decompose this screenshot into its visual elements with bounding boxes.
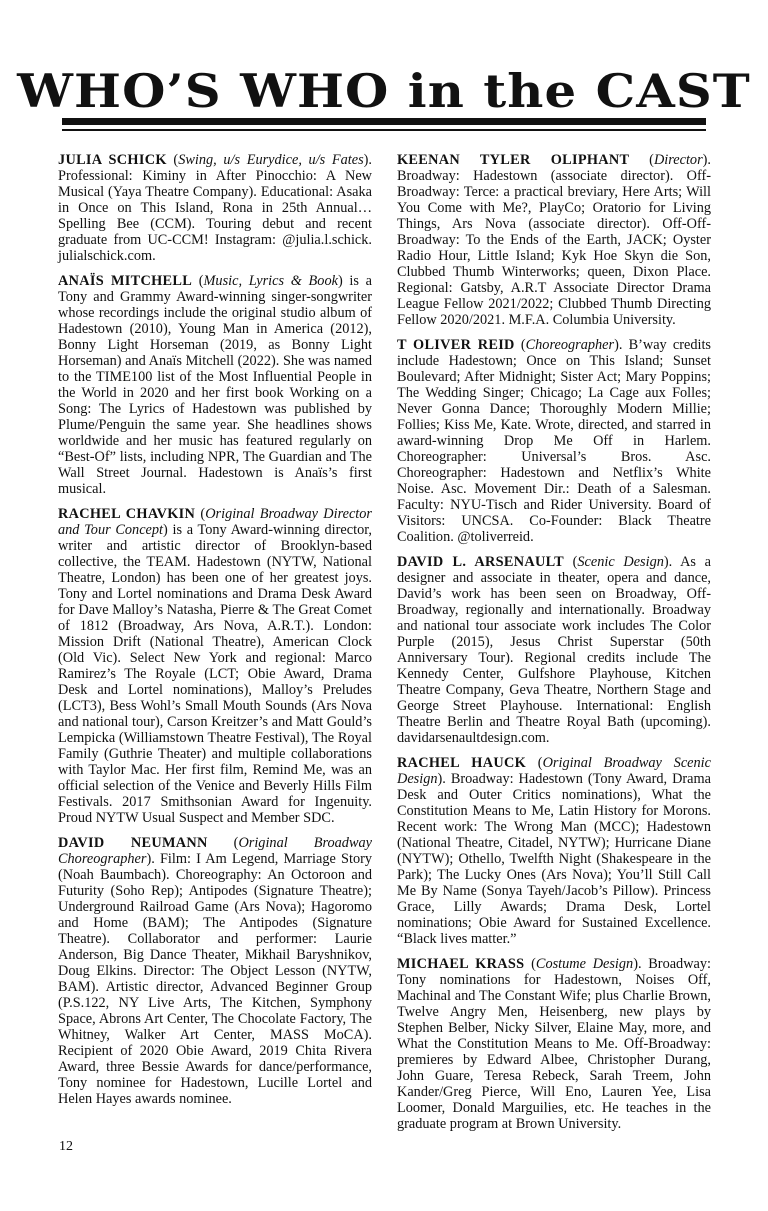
bio-name: ANAÏS MITCHELL (58, 273, 193, 289)
bio-text: Broadway: Hadestown (associate director). Off-Broadway: Terce: a practical breviary, Here Arts; Will You Come with Me?, PlayCo; Oratorio for Living Things, Ars Nova (associate director). Off-Off-Broadway: To the Ends of the Earth, JACK; Oyster Radio Hour, Little Island; Kyk Hoe Skyn die Son, Clubbed Thumb Winterworks; queen, Dixon Place. Regional: Gatsby, A.R.T Associate Director Drama League Fellow 2021/2022; Clubbed Thumb Directing Fellow 2020/2021. M.F.A. Columbia University. (397, 168, 711, 328)
bio-name: MICHAEL KRASS (397, 956, 525, 972)
bio-text: is a Tony Award-winning director, writer and artistic director of Brooklyn-based collective, the TEAM. Hadestown (NYTW, National Theatre, London) has been one of her greatest joys. Tony and Lortel nominations and Drama Desk Award for Dave Malloy’s Natasha, Pierre & The Great Comet of 1812 (Broadway, Ars Nova, A.R.T.). London: Mission Drift (National Theatre), American Clock (Old Vic). Select New York and regional: Marco Ramirez’s The Royale (LCT; Obie Award, Drama Desk and Lortel nominations), Malloy’s Preludes (LCT3), Bess Wohl’s Small Mouth Sounds (Ars Nova and national tour), Carson Kreitzer’s and Matt Gould’s Lempicka (Williamstown Theatre Festival), The Royal Family (Guthrie Theater) and multiple collaborations with Taylor Mac. Her first film, Remind Me, was an official selection of the Venice and Beverly Hills Film Festivals. 2017 Smithsonian Award for Ingenuity. Proud NYTW Usual Suspect and Member SDC. (58, 522, 372, 826)
bio-text: Broadway: Tony nominations for Hadestown, Noises Off, Machinal and The Constant Wife; plus Charlie Brown, Twelve Angry Men, Heisenberg, new plays by Stephen Belber, Nicky Silver, Elaine May, more, and What the Constitution Means to Me. Off-Broadway: premieres by Edward Albee, Christopher Durang, John Guare, Teresa Rebeck, Sarah Treem, John Kander/Greg Pierce, Will Eno, Lauren Yee, Lisa Loomer, Donald Marguilies, etc. He teaches in the graduate program at Brown University. (397, 956, 711, 1132)
title-thick-rule (62, 118, 706, 125)
bio-entry: DAVID NEUMANN (Original Broadway Choreographer). Film: I Am Legend, Marriage Story (Noah Baumbach). Choreography: An Octoroon and Futurity (Soho Rep); Antipodes (Signature Theatre); Underground Railroad Game (Ars Nova); Hagoromo and Home (BAM); The Antipodes (Signature Theatre). Collaborator and performer: Laurie Anderson, Big Dance Theater, Mikhail Baryshnikov, Doug Elkins. Director: The Object Lesson (NYTW, BAM). Artistic director, Advanced Beginner Group (P.S.122, NY Live Arts, The Kitchen, Symphony Space, Abrons Art Center, The Chocolate Factory, The Whitney, Walker Art Center, MASS MoCA). Recipient of 2020 Obie Award, 2019 Chita Rivera Award, three Bessie Awards for dance/performance, Tony nominee for Hadestown, Lucille Lortel and Helen Hayes awards nominee. (58, 835, 373, 1107)
bio-text: Film: I Am Legend, Marriage Story (Noah Baumbach). Choreography: An Octoroon and Futurity (Soho Rep); Antipodes (Signature Theatre); Underground Railroad Game (Ars Nova); Hagoromo and Home (BAM); The Antipodes (Signature Theatre). Collaborator and performer: Laurie Anderson, Big Dance Theater, Mikhail Baryshnikov, Doug Elkins. Director: The Object Lesson (NYTW, BAM). Artistic director, Advanced Beginner Group (P.S.122, NY Live Arts, The Kitchen, Symphony Space, Abrons Art Center, The Chocolate Factory, The Whitney, Walker Art Center, MASS MoCA). Recipient of 2020 Obie Award, 2019 Chita Rivera Award, three Bessie Awards for dance/performance, Tony nominee for Hadestown, Lucille Lortel and Helen Hayes awards nominee. (58, 851, 373, 1107)
bio-entry: RACHEL CHAVKIN (Original Broadway Director and Tour Concept) is a Tony Award-winning director, writer and artistic director of Brooklyn-based collective, the TEAM. Hadestown (NYTW, National Theatre, London) has been one of her greatest joys. Tony and Lortel nominations and Drama Desk Award for Dave Malloy’s Natasha, Pierre & The Great Comet of 1812 (Broadway, Ars Nova, A.R.T.). London: Mission Drift (National Theatre), American Clock (Old Vic). Select New York and regional: Marco Ramirez’s The Royale (LCT; Obie Award, Drama Desk and Lortel nominations), Malloy’s Preludes (LCT3), Bess Wohl’s Small Mouth Sounds (Ars Nova and national tour), Carson Kreitzer’s and Matt Gould’s Lempicka (Williamstown Theatre Festival), The Royal Family (Guthrie Theater) and multiple collaborations with Taylor Mac. Her first film, Remind Me, was an official selection of the Venice and Beverly Hills Film Festivals. 2017 Smithsonian Award for Ingenuity. Proud NYTW Usual Suspect and Member SDC. (58, 506, 372, 826)
bio-role: Music, Lyrics & Book (203, 273, 338, 289)
bio-name: DAVID L. ARSENAULT (397, 554, 564, 570)
page-number: 12 (59, 1139, 73, 1154)
bio-role: Choreographer (525, 337, 615, 353)
page-title: WHO’S WHO in the CAST (17, 64, 751, 118)
bio-entry: DAVID L. ARSENAULT (Scenic Design). As a designer and associate in theater, opera and dance, David’s work has been seen on Broadway, Off-Broadway, regionally and internationally. Broadway and national tour associate work includes The Color Purple (2015), Jesus Christ Superstar (50th Anniversary Tour). Regional credits include The Kennedy Center, Gulfshore Playhouse, Kitchen Theatre Company, Geva Theatre, Northern Stage and George Street Playhouse. International: English Theatre Berlin and Theatre Royal Bath (upcoming). davidarsenaultdesign.com. (397, 554, 711, 746)
left-column (58, 152, 372, 1116)
bio-name: RACHEL HAUCK (397, 755, 526, 771)
bio-entry: KEENAN TYLER OLIPHANT (Director). Broadway: Hadestown (associate director). Off-Broadway: Terce: a practical breviary, Here Arts; Will You Come with Me?, PlayCo; Oratorio for Living Things, Ars Nova (associate director). Off-Off-Broadway: To the Ends of the Earth, JACK; Oyster Radio Hour, Little Island; Kyk Hoe Skyn die Son, Clubbed Thumb Winterworks; queen, Dixon Place. Regional: Gatsby, A.R.T Associate Director Drama League Fellow 2021/2022; Clubbed Thumb Directing Fellow 2020/2021. M.F.A. Columbia University. (397, 152, 711, 328)
bio-name: KEENAN TYLER OLIPHANT (397, 152, 630, 168)
bio-role: Costume Design (535, 956, 634, 972)
title-thin-rule (62, 129, 706, 131)
bio-text: B’way credits include Hadestown; Once on This Island; Sunset Boulevard; After Midnight; Sister Act; Mary Poppins; The Wedding Singer; Chicago; La Cage aux Folles; Never Gonna Dance; Thoroughly Modern Millie; Follies; Kiss Me, Kate. Wrote, directed, and starred in award-winning Drop Me Off in Harlem. Choreographer: Universal’s Bros. Asc. Choreographer: Hadestown and Netflix’s White Noise. Asc. Movement Dir.: Death of a Salesman. Faculty: NYU-Tisch and Rider University. Board of Visitors: UNCSA. Co-Founder: Black Theatre Coalition. @toliverreid. (397, 337, 711, 545)
bio-role: Original Broadway Scenic Design (397, 755, 711, 787)
bio-text: Professional: Kiminy in After Pinocchio: A New Musical (Yaya Theatre Company). Educational: Asaka in Once on This Island, Rona in 25th Annual…Spelling Bee (CCM). Touring debut and recent graduate from UC-CCM! Instagram: @julia.l.schick. julialschick.com. (58, 168, 372, 264)
bio-entry: ANAÏS MITCHELL (Music, Lyrics & Book) is a Tony and Grammy Award-winning singer-songwriter whose recordings include the original studio album of Hadestown (2010), Young Man in America (2012), Bonny Light Horseman (2019, as Bonny Light Horseman) and Anaïs Mitchell (2022). She was named to the TIME100 list of the Most Influential People in the World in 2020 and her first book Working on a Song: The Lyrics of Hadestown was published by Plume/Penguin the same year. She headlines shows worldwide and her music has featured regularly on “Best-Of” lists, including NPR, The Guardian and The Wall Street Journal. Hadestown is Anaïs’s first musical. (58, 273, 372, 497)
bio-name: T OLIVER REID (397, 337, 515, 353)
bio-text: Broadway: Hadestown (Tony Award, Drama Desk and Outer Critics nominations), What the Constitution Means to Me, Latin History for Morons. Recent work: The Wrong Man (MCC); Hadestown (National Theatre, Citadel, NYTW); Hurricane Diane (NYTW); Othello, Twelfth Night (Shakespeare in the Park); The Lucky Ones (Ars Nova); You’ll Still Call Me By Name (Sonya Tayeh/Jacob’s Pillow). Princess Grace, Lilly Awards; Drama Desk, Lortel nominations; Obie Award for Sustained Excellence. “Black lives matter.” (397, 771, 711, 947)
bio-role: Original Broadway Choreographer (58, 835, 372, 867)
bio-text: is a Tony and Grammy Award-winning singer-songwriter whose recordings include the original studio album of Hadestown (2010), Young Man in America (2012), Bonny Light Horseman (2019, as Bonny Light Horseman) and Anaïs Mitchell (2022). She was named to the TIME100 list of the Most Influential People in the World in 2020 and her first book Working on a Song: The Lyrics of Hadestown was published by Plume/Penguin the same year. She headlines shows worldwide and her music has featured regularly on “Best-Of” lists, including NPR, The Guardian and The Wall Street Journal. Hadestown is Anaïs’s first musical. (58, 273, 372, 497)
bio-role: Scenic Design (577, 554, 664, 570)
bio-entry: RACHEL HAUCK (Original Broadway Scenic Design). Broadway: Hadestown (Tony Award, Drama Desk and Outer Critics nominations), What the Constitution Means to Me, Latin History for Morons. Recent work: The Wrong Man (MCC); Hadestown (National Theatre, Citadel, NYTW); Hurricane Diane (NYTW); Othello, Twelfth Night (Shakespeare in the Park); The Lucky Ones (Ars Nova); You’ll Still Call Me By Name (Sonya Tayeh/Jacob’s Pillow). Princess Grace, Lilly Awards; Drama Desk, Lortel nominations; Obie Award for Sustained Excellence. “Black lives matter.” (397, 755, 711, 947)
bio-role: Original Broadway Director and Tour Concept (58, 506, 372, 538)
bio-role: Director (653, 152, 703, 168)
bio-entry: MICHAEL KRASS (Costume Design). Broadway: Tony nominations for Hadestown, Noises Off, Machinal and The Constant Wife; plus Charlie Brown, Twelve Angry Men, Heisenberg, new plays by Stephen Belber, Nicky Silver, Elaine May, more, and What the Constitution Means to Me. Off-Broadway: premieres by Edward Albee, Christopher Durang, John Guare, Teresa Rebeck, Sarah Treem, John Kander/Greg Pierce, Will Eno, Lauren Yee, Lisa Loomer, Donald Marguilies, etc. He teaches in the graduate program at Brown University. (397, 956, 711, 1132)
bio-entry: JULIA SCHICK (Swing, u/s Eurydice, u/s Fates). Professional: Kiminy in After Pinocchio: A New Musical (Yaya Theatre Company). Educational: Asaka in Once on This Island, Rona in 25th Annual…Spelling Bee (CCM). Touring debut and recent graduate from UC-CCM! Instagram: @julia.l.schick. julialschick.com. (58, 152, 372, 264)
right-column (397, 152, 711, 1141)
bio-role: Swing, u/s Eurydice, u/s Fates (178, 152, 364, 168)
bio-name: DAVID NEUMANN (58, 835, 208, 851)
bio-name: JULIA SCHICK (58, 152, 167, 168)
bio-text: As a designer and associate in theater, opera and dance, David’s work has been seen on Broadway, Off-Broadway, regionally and internationally. Broadway and national tour associate work includes The Color Purple (2015), Jesus Christ Superstar (50th Anniversary Tour). Regional credits include The Kennedy Center, Gulfshore Playhouse, Kitchen Theatre Company, Geva Theatre, Northern Stage and George Street Playhouse. International: English Theatre Berlin and Theatre Royal Bath (upcoming). davidarsenaultdesign.com. (397, 554, 711, 746)
bio-name: RACHEL CHAVKIN (58, 506, 196, 522)
bio-entry: T OLIVER REID (Choreographer). B’way credits include Hadestown; Once on This Island; Sunset Boulevard; After Midnight; Sister Act; Mary Poppins; The Wedding Singer; Chicago; La Cage aux Folles; Never Gonna Dance; Thoroughly Modern Millie; Follies; Kiss Me, Kate. Wrote, directed, and starred in award-winning Drop Me Off in Harlem. Choreographer: Universal’s Bros. Asc. Choreographer: Hadestown and Netflix’s White Noise. Asc. Movement Dir.: Death of a Salesman. Faculty: NYU-Tisch and Rider University. Board of Visitors: UNCSA. Co-Founder: Black Theatre Coalition. @toliverreid. (397, 337, 711, 545)
